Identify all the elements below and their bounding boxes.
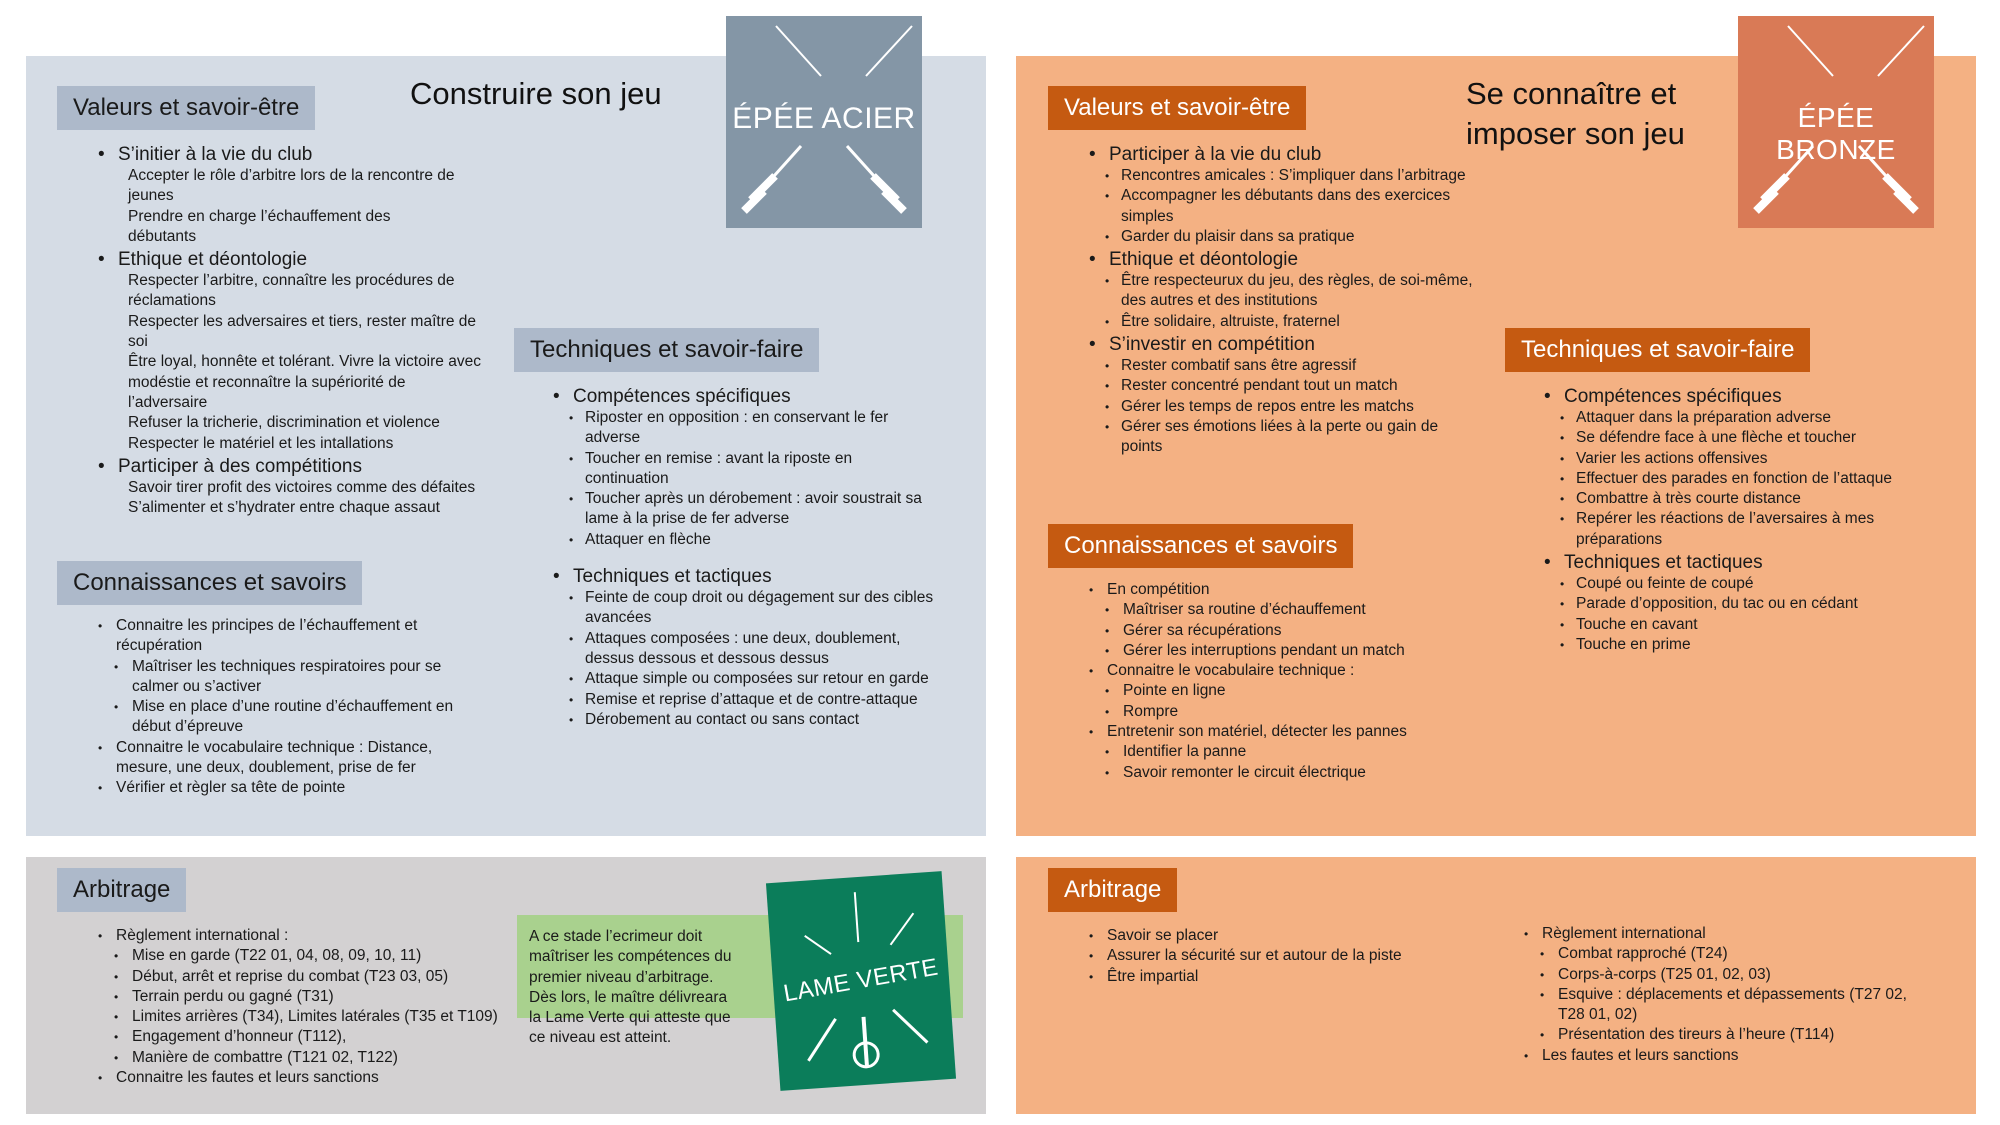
spacer [553,550,958,564]
list-item: • Coupé ou feinte de coupé [1560,574,1954,594]
list-item: • Gérer les temps de repos entre les matchs [1105,397,1479,417]
acier-arbitrage-header: Arbitrage [57,868,186,912]
list-item: Refuser la tricherie, discrimination et violence [128,414,440,432]
list-item: • Gérer sa récupérations [1089,621,1469,641]
list-item: Savoir tirer profit des victoires comme des défaites [128,478,476,496]
list-item: • Règlement international [1524,924,1924,944]
list-item: Être loyal, honnête et tolérant. Vivre la victoire avec modéstie et reconnaître la supériorité de l’adversaire [128,353,481,411]
bronze-valeurs-header: Valeurs et savoir-être [1048,86,1306,130]
list-item: • Manière de combattre (T121 02, T122) [114,1048,518,1068]
list-item: • Être respecteurux du jeu, des règles, de soi-même, des autres et des institutions [1105,271,1479,312]
list-item: • Parade d’opposition, du tac ou en cédant [1560,594,1954,614]
list-item: • Être solidaire, altruiste, fraternel [1105,312,1479,332]
group-label: • Participer à des compétitions [98,455,488,478]
group-label: • Techniques et tactiques [1544,551,1954,574]
list-item: • Combattre à très courte distance [1560,489,1954,509]
bronze-arbitrage-header: Arbitrage [1048,868,1177,912]
list-item: • Rencontres amicales : S’impliquer dans l’arbitrage [1105,166,1479,186]
list-item: • Rompre [1089,702,1469,722]
list-item: • Remise et reprise d’attaque et de contre-attaque [569,690,958,710]
list-item: • Entretenir son matériel, détecter les pannes [1089,722,1469,742]
list-item: • Accompagner les débutants dans des exercices simples [1105,186,1476,227]
list-item: • Connaitre le vocabulaire technique : [1089,661,1469,681]
list-item: • En compétition [1089,580,1469,600]
list-item: • Assurer la sécurité sur et autour de la piste [1089,946,1489,966]
list-item: • Riposter en opposition : en conservant le fer adverse [569,408,905,449]
acier-arbitrage-list [98,926,518,1088]
list-item: • Connaitre le vocabulaire technique : Distance, mesure, une deux, doublement, prise de fer [98,738,483,779]
list-item: • Savoir remonter le circuit électrique [1089,763,1469,783]
list-item: Accepter le rôle d’arbitre lors de la rencontre de jeunes [128,167,455,205]
group-label: • Ethique et déontologie [1089,248,1479,271]
group-label: • Compétences spécifiques [553,385,958,408]
bronze-valeurs-list [1089,142,1479,458]
bronze-arbitrage-left-list [1089,926,1489,987]
list-item: • Maîtriser les techniques respiratoires pour se calmer ou s’activer [98,657,483,698]
list-item: Respecter les adversaires et tiers, rester maître de soi [128,312,477,351]
group-label: • S’investir en compétition [1089,333,1479,356]
list-item: • Esquive : déplacements et dépassements (T27 02, T28 01, 02) [1540,985,1908,1026]
list-item: • Rester concentré pendant tout un match [1105,376,1479,396]
list-item: • Attaquer dans la préparation adverse [1560,408,1954,428]
list-item: • Dérobement au contact ou sans contact [569,710,958,730]
group-label: • Compétences spécifiques [1544,385,1954,408]
list-item: • Corps-à-corps (T25 01, 02, 03) [1540,965,1924,985]
logo-text: LAME VERTE [781,953,941,1008]
list-item: • Combat rapproché (T24) [1540,944,1924,964]
list-item: • Touche en prime [1560,635,1954,655]
acier-connaissances-header: Connaissances et savoirs [57,561,362,605]
lame-verte-logo [766,871,956,1091]
bronze-arbitrage-right-list [1524,924,1924,1066]
group-label: • S’initier à la vie du club [98,143,488,166]
list-item: • Début, arrêt et reprise du combat (T23 03, 05) [114,967,518,987]
bronze-techniques-header: Techniques et savoir-faire [1505,328,1810,372]
bronze-connaissances-list [1089,580,1469,783]
acier-valeurs-header: Valeurs et savoir-être [57,86,315,130]
list-item: • Mise en place d’une routine d’échauffement en début d’épreuve [98,697,483,738]
list-item: • Effectuer des parades en fonction de l’attaque [1560,469,1954,489]
acier-connaissances-list [98,616,483,799]
logo-text: ÉPÉE BRONZE [1776,102,1896,165]
group-label: • Techniques et tactiques [553,565,958,588]
acier-techniques-list [553,384,958,730]
list-item: • Attaquer en flèche [569,530,958,550]
list-item: • Limites arrières (T34), Limites latérales (T35 et T109) [114,1007,518,1027]
list-item: • Connaitre les fautes et leurs sanctions [98,1068,518,1088]
list-item: • Garder du plaisir dans sa pratique [1105,227,1479,247]
list-item: • Vérifier et règler sa tête de pointe [98,778,483,798]
list-item: • Varier les actions offensives [1560,449,1954,469]
list-item: • Savoir se placer [1089,926,1489,946]
acier-valeurs-list [98,142,488,518]
bronze-techniques-list [1544,384,1954,655]
list-item: • Les fautes et leurs sanctions [1524,1046,1924,1066]
acier-title: Construire son jeu [410,76,662,111]
epee-bronze-logo [1738,16,1934,228]
list-item: • Règlement international : [98,926,518,946]
list-item: Prendre en charge l’échauffement des débutants [128,207,391,245]
list-item: • Terrain perdu ou gagné (T31) [114,987,518,1007]
list-item: • Pointe en ligne [1089,681,1469,701]
acier-techniques-header: Techniques et savoir-faire [514,328,819,372]
list-item: • Connaitre les principes de l’échauffement et récupération [98,616,483,657]
list-item: • Attaque simple ou composées sur retour en garde [569,669,958,689]
list-item: • Maîtriser sa routine d’échauffement [1089,600,1469,620]
list-item: • Gérer ses émotions liées à la perte ou gain de points [1105,417,1471,458]
list-item: • Mise en garde (T22 01, 04, 08, 09, 10, 11) [114,946,518,966]
list-item: • Se défendre face à une flèche et toucher [1560,428,1954,448]
list-item: • Être impartial [1089,967,1489,987]
list-item: • Engagement d’honneur (T112), [114,1027,518,1047]
logo-text: ÉPÉE ACIER [732,102,916,135]
bronze-title: Se connaître et imposer son jeu [1466,76,1685,151]
bronze-connaissances-header: Connaissances et savoirs [1048,524,1353,568]
list-item: • Feinte de coup droit ou dégagement sur des cibles avancées [569,588,935,629]
list-item: Respecter le matériel et les intallations [128,434,394,452]
list-item: • Repérer les réactions de l’aversaires à mes préparations [1560,509,1916,550]
epee-acier-logo [726,16,922,228]
lame-verte-note: A ce stade l’ecrimeur doit maîtriser les compétences du premier niveau d’arbitrage. Dès lors, le maître délivreara la Lame Verte qui atteste que ce niveau est atteint. [517,915,963,1018]
list-item: • Touche en cavant [1560,615,1954,635]
list-item: • Gérer les interruptions pendant un match [1089,641,1469,661]
list-item: • Toucher après un dérobement : avoir soustrait sa lame à la prise de fer adverse [569,489,935,530]
list-item: • Rester combatif sans être agressif [1105,356,1479,376]
list-item: • Toucher en remise : avant la riposte en continuation [569,449,905,490]
list-item: Respecter l’arbitre, connaître les procédures de réclamations [128,272,455,310]
list-item: • Attaques composées : une deux, doublement, dessus dessous et dessous dessus [569,629,935,670]
list-item: • Identifier la panne [1089,742,1469,762]
list-item: S’alimenter et s’hydrater entre chaque assaut [128,499,440,517]
list-item: • Présentation des tireurs à l’heure (T114) [1540,1025,1924,1045]
group-label: • Participer à la vie du club [1089,143,1479,166]
group-label: • Ethique et déontologie [98,248,488,271]
